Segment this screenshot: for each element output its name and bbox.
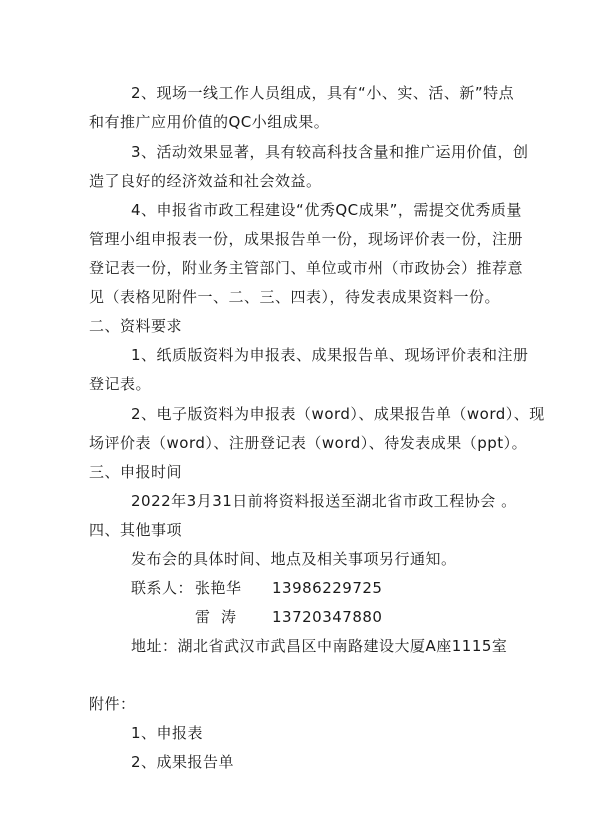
section-2-heading: 二、资料要求: [89, 317, 183, 335]
contact-2-name: 雷 涛: [195, 608, 237, 626]
paragraph-3-line-2: 造了良好的经济效益和社会效益。: [89, 172, 322, 190]
attachment-2: 2、成果报告单: [131, 753, 235, 771]
attachments-heading: 附件：: [89, 695, 136, 713]
contact-label: 联系人：: [131, 579, 194, 597]
paragraph-3-line-1: 3、活动效果显著，具有较高科技含量和推广运用价值，创: [131, 143, 529, 161]
section-4-heading: 四、其他事项: [89, 521, 183, 539]
address-text: 地址：湖北省武汉市武昌区中南路建设大厦A座1115室: [131, 637, 508, 655]
contact-1-phone: 13986229725: [272, 579, 383, 597]
paragraph-4-line-4: 见（表格见附件一、二、三、四表），待发表成果资料一份。: [89, 288, 501, 306]
contact-1-name: 张艳华: [195, 579, 242, 597]
paragraph-4-line-2: 管理小组申报表一份，成果报告单一份，现场评价表一份，注册: [89, 230, 524, 248]
paragraph-4-line-3: 登记表一份，附业务主管部门、单位或市州（市政协会）推荐意: [89, 259, 524, 277]
section-2-item-2-line-2: 场评价表（word）、注册登记表（word）、待发表成果（ppt）。: [89, 434, 528, 452]
section-2-item-1-line-2: 登记表。: [89, 375, 152, 393]
section-2-item-1-line-1: 1、纸质版资料为申报表、成果报告单、现场评价表和注册: [131, 346, 529, 364]
section-2-item-2-line-1: 2、电子版资料为申报表（word）、成果报告单（word）、现: [131, 405, 545, 423]
deadline-text: 2022年3月31日前将资料报送至湖北省市政工程协会 。: [131, 492, 517, 510]
notice-text: 发布会的具体时间、地点及相关事项另行通知。: [131, 550, 457, 568]
paragraph-2-line-2: 和有推广应用价值的QC小组成果。: [89, 113, 330, 131]
paragraph-2-line-1: 2、现场一线工作人员组成，具有“小、实、活、新”特点: [131, 84, 515, 102]
paragraph-4-line-1: 4、申报省市政工程建设“优秀QC成果”，需提交优秀质量: [131, 201, 522, 219]
contact-2-phone: 13720347880: [272, 608, 383, 626]
section-3-heading: 三、申报时间: [89, 463, 183, 481]
attachment-1: 1、申报表: [131, 724, 204, 742]
